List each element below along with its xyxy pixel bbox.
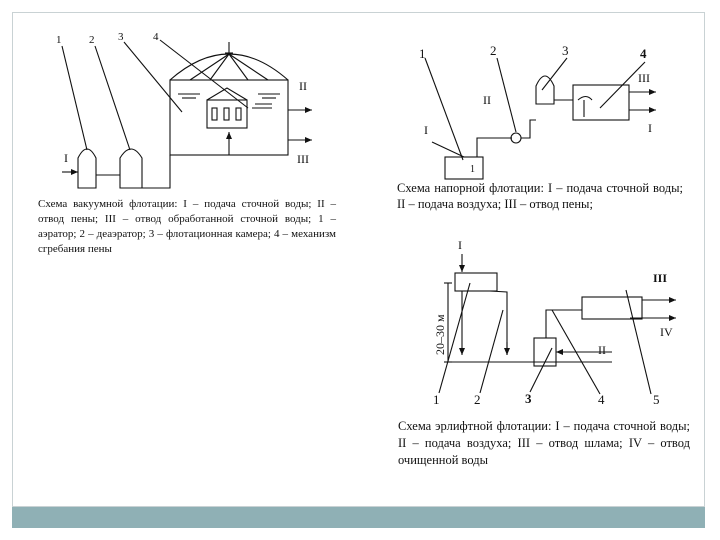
scraper-blade xyxy=(212,108,217,120)
vacuum-caption: Схема вакуумной флотации: I – подача сточной воды; II – отвод пены; III – отвод обработанной сточной воды; 1 – аэратор; 2 – деаэратор; 3 – флотационная камера; 4 – механизм сгребания пены xyxy=(38,198,336,255)
pres-callout-1: 1 xyxy=(419,46,426,61)
air-flotation-tank xyxy=(582,297,642,319)
scraper-blade xyxy=(224,108,229,120)
air-height-label: 20–30 м xyxy=(433,314,447,355)
vac-flow-foam: II xyxy=(299,79,307,93)
pres-callout-2-line xyxy=(497,58,516,132)
pressure-caption: Схема напорной флотации: I – подача сточной воды; II – подача воздуха; III – отвод пены; xyxy=(397,181,683,211)
vac-callout-2-line xyxy=(95,46,130,150)
vac-callout-3: 3 xyxy=(118,31,124,43)
air-callout-1: 1 xyxy=(433,392,440,407)
foam-scraper-roof xyxy=(207,88,247,100)
chamber-dome xyxy=(170,54,288,80)
deaerator xyxy=(120,149,142,188)
pres-callout-2: 2 xyxy=(490,43,497,58)
aerator xyxy=(78,149,96,188)
dome-rib xyxy=(229,54,248,80)
vac-flow-out: III xyxy=(297,152,309,166)
air-pipe-2 xyxy=(490,291,507,355)
pres-flow-in: I xyxy=(424,123,428,137)
airlift-labels xyxy=(433,238,673,407)
dome-rib xyxy=(229,54,268,80)
air-callout-3-line xyxy=(530,348,552,392)
pres-callout-1-line xyxy=(425,58,463,160)
air-flow-sludge: III xyxy=(653,271,668,285)
vac-callout-2: 2 xyxy=(89,34,95,46)
dome-rib xyxy=(190,54,229,80)
pres-callout-3: 3 xyxy=(562,43,569,58)
air-flow-clean: IV xyxy=(660,325,673,339)
air-callout-2-line xyxy=(480,310,503,393)
air-callout-2: 2 xyxy=(474,392,481,407)
air-flow-in: I xyxy=(458,238,462,252)
pressure-diagram xyxy=(425,58,656,179)
pres-tank xyxy=(445,157,483,179)
air-callout-4: 4 xyxy=(598,392,605,407)
air-top-tank xyxy=(455,273,497,291)
pres-callout-3-line xyxy=(542,58,567,90)
air-callout-5: 5 xyxy=(653,392,660,407)
air-callout-3: 3 xyxy=(525,391,532,406)
vac-pipe-2-chamber xyxy=(142,155,170,188)
pres-flow-out: I xyxy=(648,121,652,135)
scraper-blade xyxy=(236,108,241,120)
pres-tank-label: 1 xyxy=(470,164,475,175)
pres-inlet-curve xyxy=(578,97,592,101)
vac-callout-1-line xyxy=(62,46,87,150)
vac-callout-1: 1 xyxy=(56,34,62,46)
pres-pump xyxy=(511,133,521,143)
pres-flow-air: II xyxy=(483,93,491,107)
saturator xyxy=(536,76,554,104)
pres-flotation-chamber xyxy=(573,85,629,120)
vac-callout-4-line xyxy=(160,40,248,108)
pres-callout-4: 4 xyxy=(640,46,647,61)
pres-air-line xyxy=(477,138,512,157)
vacuum-diagram xyxy=(62,40,312,188)
airlift-caption: Схема эрлифтной флотации: I – подача сточной воды; II – подача воздуха; III – отвод шлама; IV – отвод очищенной воды xyxy=(398,419,690,467)
air-callout-5-line xyxy=(626,290,651,394)
pres-flow-foam: III xyxy=(638,71,650,85)
vac-callout-4: 4 xyxy=(153,31,159,43)
air-riser xyxy=(546,310,548,338)
pres-pipe-pump-sat xyxy=(521,120,536,138)
dome-rib xyxy=(210,54,229,80)
air-flow-air: II xyxy=(598,343,606,357)
vac-flow-in: I xyxy=(64,151,68,165)
pressure-labels xyxy=(419,43,652,175)
airlift-diagram xyxy=(439,254,676,394)
